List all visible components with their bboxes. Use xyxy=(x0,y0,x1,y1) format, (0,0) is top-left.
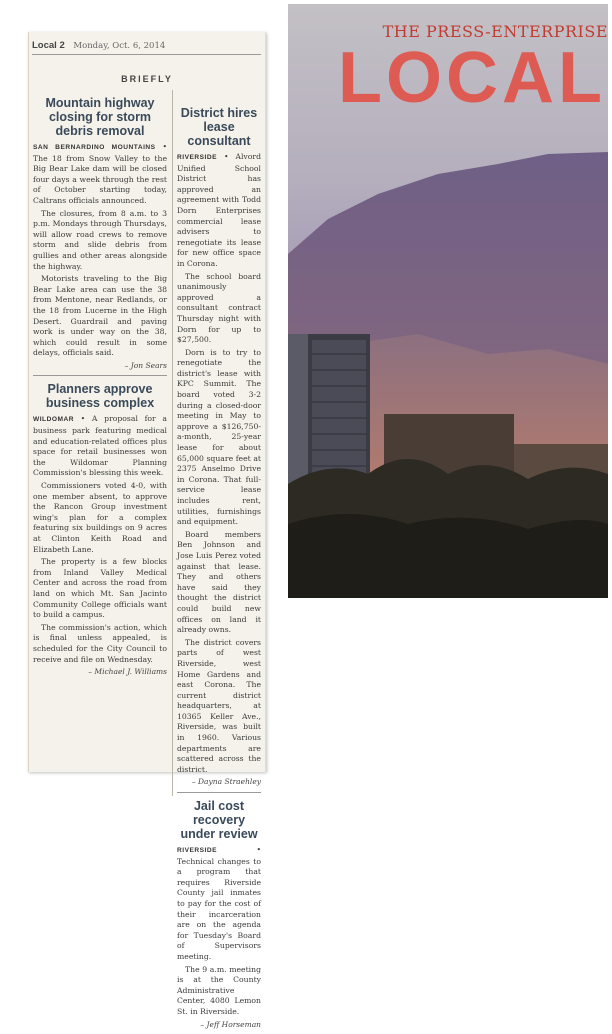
cover-photo xyxy=(288,4,608,598)
headline-mountain: Mountain highway closing for storm debris removal xyxy=(45,96,155,138)
folio-date: Monday, Oct. 6, 2014 xyxy=(73,41,166,51)
headline-planners: Planners approve business complex xyxy=(45,382,155,411)
story-paragraph: WILDOMAR • A proposal for a business park featuring medical and education-related offices plus space for retail businesses won the Wildomar Planning Commission's blessing this week. xyxy=(33,414,168,478)
dateline: RIVERSIDE xyxy=(177,847,218,855)
headline-district: District hires lease consultant xyxy=(180,106,258,148)
story-paragraph: The 9 a.m. meeting is at the County Administrative Center, 4080 Lemon St. in Riverside. xyxy=(177,964,261,1016)
section-title: LOCAL xyxy=(338,38,606,118)
story-divider xyxy=(177,792,261,793)
story-paragraph: Motorists traveling to the Big Bear Lake area can use the 38 from Mentone, near Redlands, or the 18 from Lucerne in the High Desert. Guardrail and paving work is under way on the 38, which could result in some delays, officials said. xyxy=(33,274,167,358)
story-paragraph: RIVERSIDE • Technical changes to a program that requires Riverside County jail inmates to pay for the cost of their incarceration are on the agenda for Tuesday's Board of Supervisors meeting. xyxy=(177,845,261,961)
story-divider xyxy=(33,375,167,376)
page-folio xyxy=(32,40,261,55)
story-paragraph: The closures, from 8 a.m. to 3 p.m. Mondays through Thursdays, will allow road crews to remove storm and slide debris from gullies and other areas alongside the highway. xyxy=(33,208,167,271)
headline-jail: Jail cost recovery under review xyxy=(180,799,258,842)
story-paragraph: SAN BERNARDINO MOUNTAINS • The 18 from Snow Valley to the Big Bear Lake dam will be closed four days a week through the rest of October starting today, Caltrans officials announced. xyxy=(33,142,167,205)
masthead: THE PRESS-ENTERPRISE xyxy=(382,22,608,41)
story-paragraph: Board members Ben Johnson and Jose Luis Perez voted against that lease. They and others have said they thought the district could build new offices on land it already owns. xyxy=(177,529,261,635)
left-column xyxy=(33,96,167,682)
dateline: SAN BERNARDINO MOUNTAINS xyxy=(33,144,156,151)
folio-section: Local 2 xyxy=(32,40,65,51)
byline: – Dayna Straehley xyxy=(191,777,261,787)
byline: – Jon Sears xyxy=(124,360,167,370)
story-paragraph: The school board unanimously approved a consultant contract Thursday night with Dorn for up to $27,500. xyxy=(177,271,261,345)
section-kicker: BRIEFLY xyxy=(121,74,173,84)
dateline: RIVERSIDE xyxy=(177,154,218,161)
column-rule xyxy=(172,90,173,796)
story-paragraph: Commissioners voted 4-0, with one member absent, to approve the Rancon Group investment wing's plan for a complex featuring six buildings on 9 acres at Clinton Keith Road and Elizabeth Lane. xyxy=(33,481,167,554)
story-paragraph: The district covers parts of west Riverside, west Home Gardens and east Corona. The current district headquarters, at 10365 Keller Ave., Riverside, was built in 1960. Various departments are scattered across the district. xyxy=(177,637,261,774)
story-paragraph: RIVERSIDE • Alvord Unified School District has approved an agreement with Todd Dorn Enterprises commercial lease advisers to renegotiate its lease for new office space in Corona. xyxy=(177,152,261,268)
story-paragraph: Dorn is to try to renegotiate the district's lease with KPC Summit. The board voted 3-2 during a closed-door meeting in May to approve a $126,750-a-month, 25-year lease for about 65,000 square feet at 2375 Anselmo Drive in Corona. That full-service lease includes rent, utilities, furnishings and equipment. xyxy=(177,347,261,527)
dateline: WILDOMAR xyxy=(33,416,74,424)
newspaper-clipping xyxy=(28,32,266,1029)
story-paragraph: The commission's action, which is final unless appealed, is scheduled for the City Council to receive and file on Wednesday. xyxy=(33,622,167,664)
byline: – Jeff Horseman xyxy=(200,1019,261,1029)
byline: – Michael J. Williams xyxy=(88,667,167,677)
story-paragraph: The property is a few blocks from Inland Valley Medical Center and across the road from land on which Mt. San Jacinto Community College officials want to build a campus. xyxy=(33,557,167,620)
right-column xyxy=(177,106,261,1034)
